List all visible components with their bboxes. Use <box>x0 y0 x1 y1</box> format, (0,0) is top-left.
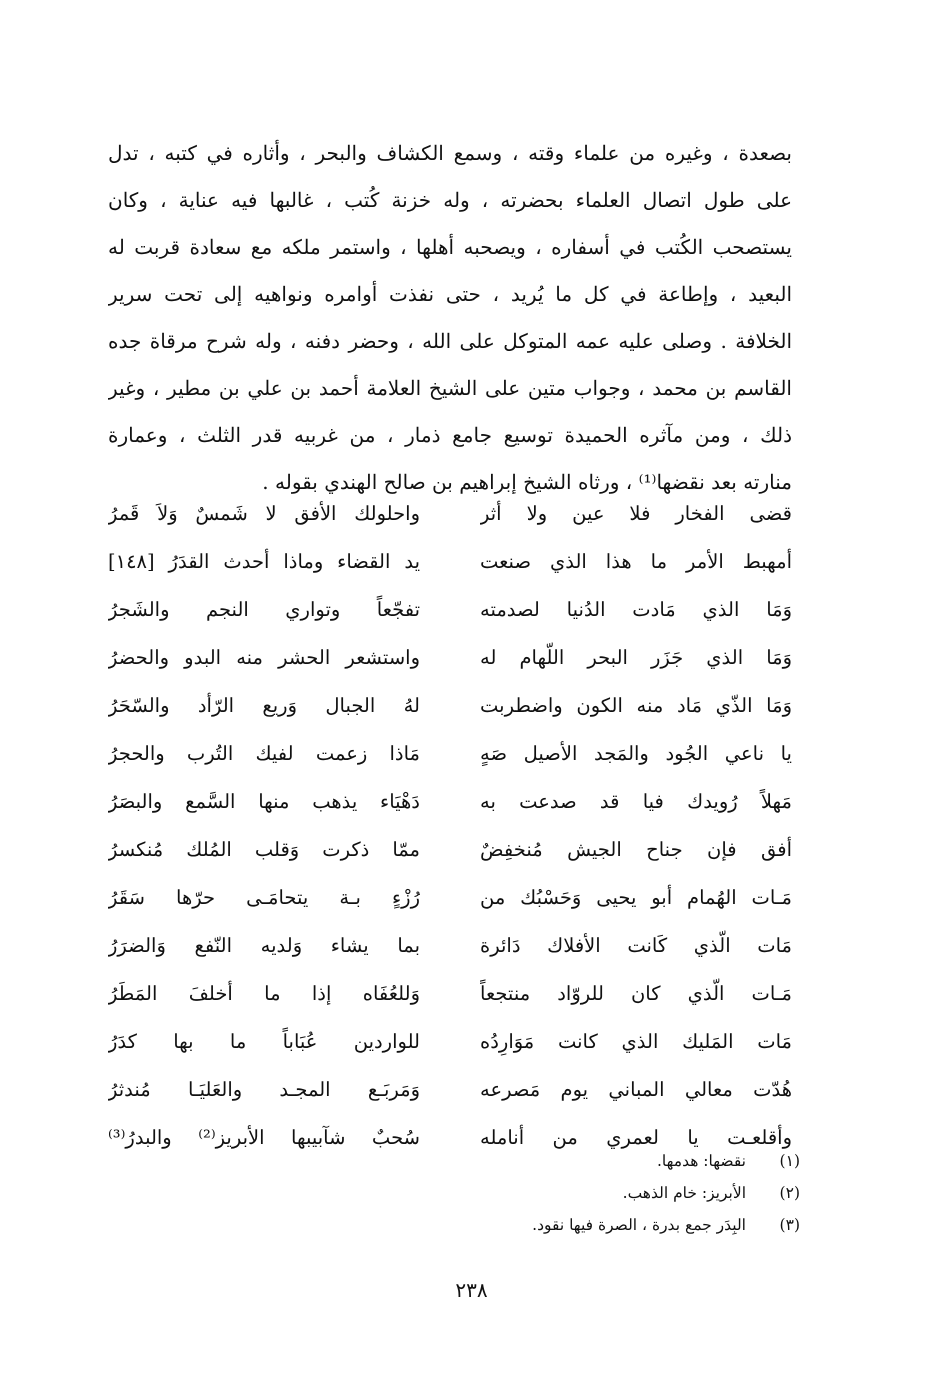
poem-verse <box>108 1066 792 1114</box>
prose-line: بصعدة ، وغيره من علماء وقته ، وسمع الكشاف والبحر ، وأثاره في كتبه ، تدل <box>108 141 792 165</box>
prose-line: يستصحب الكُتب في أسفاره ، ويصحبه أهلها ، واستمر ملكه مع سعادة قربت له <box>108 235 792 259</box>
prose-line: منارته بعد نقضها⁽¹⁾ ، ورثاه الشيخ إبراهيم بن صالح الهندي بقوله . <box>262 470 792 494</box>
footnote <box>300 1145 800 1177</box>
poem-verse <box>108 538 792 586</box>
verse-first-hemistich: قضى الفخار فلا عين ولا أثر <box>480 502 792 525</box>
verse-first-hemistich: مَـات الّذي كان للروّاد منتجعاً <box>480 982 792 1005</box>
verse-second-hemistich: يد القضاء وماذا أحدث القدَرُ [١٤٨] <box>108 550 420 573</box>
verse-second-hemistich: ممّا ذكرت وَقلب المُلك مُنكسرُ <box>108 838 420 861</box>
prose-line: القاسم بن محمد ، وجواب متين على الشيخ العلامة أحمد بن علي بن مطير ، وغير <box>108 376 792 400</box>
poem-verse <box>108 490 792 538</box>
verse-first-hemistich: مَهلاً رُويدك فيا قد صدعت به <box>480 790 792 813</box>
prose-line: ذلك ، ومن مآثره الحميدة توسيع جامع ذمار ، من غربيه قدر الثلث ، وعمارة <box>108 423 792 447</box>
footnote-text: نقضها: هدمها. <box>656 1152 746 1170</box>
verse-first-hemistich: مَات الّذي كَانت الأفلاك دَائرة <box>480 934 792 957</box>
verse-first-hemistich: وَمَا الذي جَزَر البحر اللّهام له <box>480 646 792 669</box>
poem-verse <box>108 730 792 778</box>
verse-first-hemistich: مَات المَليك الذي كانت مَوَارِدُه <box>480 1030 792 1053</box>
verse-second-hemistich: رُزْءٍ بـة يتحامَـى حرّها سَقَرُ <box>108 886 420 909</box>
prose-line: على طول اتصال العلماء بحضرته ، وله خزنة كُتب ، غالبها فيه عناية ، وكان <box>108 188 792 212</box>
footnote-number: (٢) <box>779 1184 800 1202</box>
verse-first-hemistich: هُدّت معالي المباني يوم مَصرعه <box>480 1078 792 1101</box>
poem-verse <box>108 826 792 874</box>
footnotes <box>300 1145 800 1241</box>
verse-second-hemistich: لهُ الجبال وَريع الرّأد والسّحَرُ <box>108 694 420 717</box>
verse-first-hemistich: وَمَا الذّي مَاد منه الكون واضطربت <box>480 694 792 717</box>
page-number: ٢٣٨ <box>455 1278 488 1302</box>
verse-second-hemistich: واستشعر الحشر منه البدو والحضرُ <box>108 646 420 669</box>
poem-verse <box>108 922 792 970</box>
prose-line: الخلافة . وصلى عليه عمه المتوكل على الله ، وحضر دفنه ، وله شرح مرقاة جده <box>108 329 792 353</box>
verse-second-hemistich: وَللعُفَاه إذا ما أخلفَ المَطَرُ <box>108 982 420 1005</box>
prose-paragraph <box>108 130 792 506</box>
poem-verse <box>108 778 792 826</box>
footnote <box>300 1177 800 1209</box>
verse-second-hemistich: واحلولك الأفق لا شَمسٌ وَلاَ قَمرُ <box>108 502 420 525</box>
verse-first-hemistich: أفق فإن جناح الجيش مُنخفِضٌ <box>480 838 792 861</box>
poem-verse <box>108 682 792 730</box>
verse-second-hemistich: وَمَربَـع المجـد والعَليَـا مُندثرُ <box>108 1078 420 1101</box>
poem-verse <box>108 970 792 1018</box>
poem-verse <box>108 586 792 634</box>
verse-first-hemistich: وَمَا الذي مَادت الدُنيا لصدمته <box>480 598 792 621</box>
verse-second-hemistich: بما يشاء وَلديه النّفع وَالضرَرُ <box>108 934 420 957</box>
verse-second-hemistich: دَهْيَاء يذهب منها السَّمع والبصَرُ <box>108 790 420 813</box>
verse-second-hemistich: مَاذا زعمت لفيك التُرب والحجرُ <box>108 742 420 765</box>
verse-second-hemistich: للواردين عُبَاباً ما بها كدَرُ <box>108 1030 420 1053</box>
elegy-poem <box>108 490 792 1162</box>
prose-line: البعيد ، وإطاعة في كل ما يُريد ، حتى نفذت أوامره ونواهيه إلى تحت سرير <box>108 282 792 306</box>
footnote-number: (٣) <box>779 1216 800 1234</box>
verse-first-hemistich: مَـات الهُمام أبو يحيى وَحَسْبُك من <box>480 886 792 909</box>
poem-verse <box>108 874 792 922</box>
footnote-text: الأبريز: خام الذهب. <box>622 1184 746 1202</box>
footnote-number: (١) <box>779 1152 800 1170</box>
poem-verse <box>108 634 792 682</box>
verse-second-hemistich: تفجّعاً وتواري النجم والشَجرُ <box>108 598 420 621</box>
verse-second-hemistich: سُحبٌ شآبيبها الأبريز⁽²⁾ والبدرُ⁽³⁾ <box>108 1126 420 1149</box>
poem-verse <box>108 1018 792 1066</box>
footnote <box>300 1209 800 1241</box>
verse-first-hemistich: يا ناعي الجُود والمَجد الأصيل صَهٍ <box>480 742 792 765</box>
verse-first-hemistich: أمهبط الأمر ما هذا الذي صنعت <box>480 550 792 573</box>
footnote-text: البِدَر جمع بدرة ، الصرة فيها نقود. <box>532 1216 746 1234</box>
verse-first-hemistich: وأقلعـت يا لعمري من أنامله <box>480 1126 792 1149</box>
